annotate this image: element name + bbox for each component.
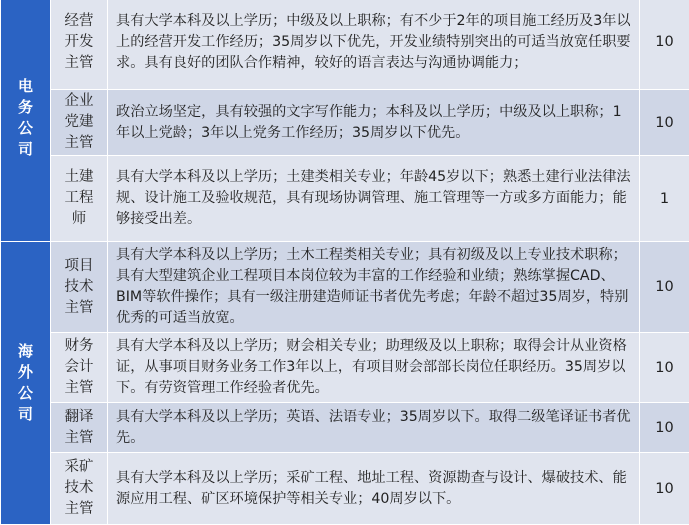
requirements-cell: 具有大学本科及以上学历；土建类相关专业；年龄45岁以下；熟悉土建行业法律法规、设计施工及验收规范，具有现场协调管理、施工管理等一方或多方面能力；能够接受出差。 [108, 156, 640, 242]
company-cell [1, 0, 51, 242]
position-cell [51, 90, 108, 156]
position-name: 翻译主管 [64, 407, 94, 449]
position-cell [51, 333, 108, 403]
position-cell [51, 0, 108, 90]
company-name: 电务公司 [18, 76, 34, 160]
requirements-cell: 具有大学本科及以上学历；中级及以上职称；有不少于2年的项目施工经历及3年以上的经营开发工作经历；35周岁以下优先，开发业绩特别突出的可适当放宽任职要求。具有良好的团队合作精神，较好的语言表达与沟通协调能力； [108, 0, 640, 90]
requirements-cell: 具有大学本科及以上学历；英语、法语专业；35周岁以下。取得二级笔译证书者优先。 [108, 403, 640, 453]
requirements-cell: 具有大学本科及以上学历；土木工程类相关专业；具有初级及以上专业技术职称；具有大型建筑企业工程项目本岗位较为丰富的工作经验和业绩；熟练掌握CAD、BIM等软件操作；具有一级注册建造师证书者优先考虑；年龄不超过35周岁，特别优秀的可适当放宽。 [108, 242, 640, 333]
requirements-cell: 具有大学本科及以上学历；采矿工程、地址工程、资源勘查与设计、爆破技术、能源应用工程、矿区环境保护等相关专业；40周岁以下。 [108, 453, 640, 525]
company-name: 海外公司 [18, 341, 34, 425]
table-row [1, 453, 689, 525]
headcount-cell: 1 [640, 156, 689, 242]
position-name: 项目技术主管 [64, 256, 94, 319]
requirements-cell: 政治立场坚定，具有较强的文字写作能力；本科及以上学历；中级及以上职称；1年以上党龄；3年以上党务工作经历；35周岁以下优先。 [108, 90, 640, 156]
position-name: 采矿技术主管 [64, 457, 94, 520]
company-cell [1, 242, 51, 525]
table-row [1, 333, 689, 403]
position-name: 土建工程师 [64, 167, 94, 230]
headcount-cell: 10 [640, 242, 689, 333]
table-row [1, 403, 689, 453]
position-name: 企业党建主管 [64, 91, 94, 154]
table-row [1, 0, 689, 90]
headcount-cell: 10 [640, 453, 689, 525]
position-cell [51, 403, 108, 453]
position-cell [51, 242, 108, 333]
table-row [1, 90, 689, 156]
headcount-cell: 10 [640, 0, 689, 90]
requirements-cell: 具有大学本科及以上学历；财会相关专业；助理级及以上职称；取得会计从业资格证，从事项目财务业务工作3年以上，有项目财会部部长岗位任职经历。35周岁以下。有劳资管理工作经验者优先。 [108, 333, 640, 403]
headcount-cell: 10 [640, 333, 689, 403]
table-row [1, 242, 689, 333]
position-name: 财务会计主管 [64, 336, 94, 399]
position-cell [51, 156, 108, 242]
position-cell [51, 453, 108, 525]
headcount-cell: 10 [640, 90, 689, 156]
headcount-cell: 10 [640, 403, 689, 453]
table-row [1, 156, 689, 242]
position-name: 经营开发主管 [64, 11, 94, 74]
